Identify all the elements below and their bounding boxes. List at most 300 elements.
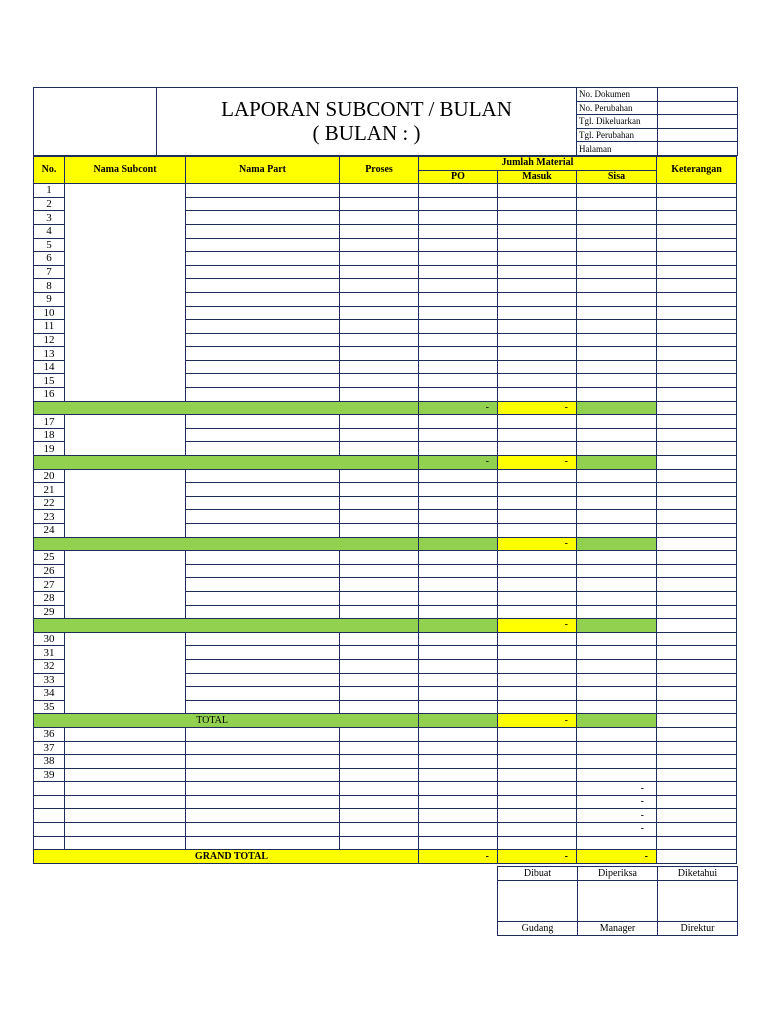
sisa-cell[interactable]	[577, 374, 657, 388]
sisa-cell[interactable]	[577, 469, 657, 483]
keterangan-cell[interactable]	[657, 605, 737, 619]
masuk-cell[interactable]	[498, 415, 577, 429]
keterangan-cell[interactable]	[657, 632, 737, 646]
masuk-cell[interactable]	[498, 768, 577, 782]
po-cell[interactable]	[419, 823, 498, 837]
meta-value[interactable]	[658, 88, 738, 101]
meta-value[interactable]	[658, 128, 738, 142]
po-cell[interactable]	[419, 320, 498, 334]
part-cell[interactable]	[186, 782, 340, 796]
row-number: 26	[34, 564, 65, 578]
proses-cell[interactable]	[340, 238, 419, 252]
sisa-cell[interactable]	[577, 360, 657, 374]
part-cell[interactable]	[186, 415, 340, 429]
masuk-cell[interactable]	[498, 551, 577, 565]
proses-cell[interactable]	[340, 184, 419, 198]
proses-cell[interactable]	[340, 755, 419, 769]
sisa-cell[interactable]	[577, 279, 657, 293]
po-cell[interactable]	[419, 211, 498, 225]
po-cell[interactable]	[419, 836, 498, 850]
part-cell[interactable]	[186, 809, 340, 823]
sisa-cell[interactable]	[577, 347, 657, 361]
po-cell[interactable]	[419, 659, 498, 673]
part-cell[interactable]	[186, 741, 340, 755]
po-cell[interactable]	[419, 197, 498, 211]
part-cell[interactable]	[186, 197, 340, 211]
proses-cell[interactable]	[340, 741, 419, 755]
proses-cell[interactable]	[340, 252, 419, 266]
po-cell[interactable]	[419, 755, 498, 769]
sisa-cell[interactable]	[577, 741, 657, 755]
sisa-cell[interactable]	[577, 510, 657, 524]
sisa-cell[interactable]	[577, 578, 657, 592]
po-cell[interactable]	[419, 632, 498, 646]
proses-cell[interactable]	[340, 197, 419, 211]
masuk-cell[interactable]	[498, 347, 577, 361]
part-cell[interactable]	[186, 306, 340, 320]
masuk-cell[interactable]	[498, 836, 577, 850]
subcont-cell[interactable]	[65, 727, 186, 741]
masuk-cell[interactable]	[498, 687, 577, 701]
keterangan-cell[interactable]	[657, 252, 737, 266]
subcont-cell[interactable]	[65, 551, 186, 619]
proses-cell[interactable]	[340, 388, 419, 402]
proses-cell[interactable]	[340, 496, 419, 510]
keterangan-cell[interactable]	[657, 333, 737, 347]
sisa-cell[interactable]: -	[577, 823, 657, 837]
subcont-cell[interactable]	[65, 415, 186, 456]
sisa-cell[interactable]	[577, 224, 657, 238]
sisa-cell[interactable]	[577, 306, 657, 320]
part-cell[interactable]	[186, 524, 340, 538]
po-cell[interactable]	[419, 360, 498, 374]
sisa-cell[interactable]	[577, 632, 657, 646]
meta-value[interactable]	[658, 142, 738, 155]
keterangan-cell[interactable]	[657, 320, 737, 334]
sign-space-1[interactable]	[498, 881, 578, 922]
masuk-cell[interactable]	[498, 605, 577, 619]
keterangan-cell[interactable]	[657, 782, 737, 796]
col-keterangan: Keterangan	[657, 156, 737, 183]
keterangan-cell[interactable]	[657, 238, 737, 252]
masuk-cell[interactable]	[498, 428, 577, 442]
part-cell[interactable]	[186, 238, 340, 252]
part-cell[interactable]	[186, 795, 340, 809]
subcont-cell[interactable]	[65, 795, 186, 809]
keterangan-cell[interactable]	[657, 442, 737, 456]
proses-cell[interactable]	[340, 809, 419, 823]
row-number	[34, 809, 65, 823]
po-cell[interactable]	[419, 469, 498, 483]
part-cell[interactable]	[186, 292, 340, 306]
meta-value[interactable]	[658, 101, 738, 115]
part-cell[interactable]	[186, 252, 340, 266]
subtotal-po	[419, 537, 498, 551]
po-cell[interactable]	[419, 347, 498, 361]
po-cell[interactable]	[419, 333, 498, 347]
part-cell[interactable]	[186, 333, 340, 347]
sign-space-2[interactable]	[578, 881, 658, 922]
po-cell[interactable]	[419, 483, 498, 497]
sisa-cell[interactable]: -	[577, 782, 657, 796]
part-cell[interactable]	[186, 646, 340, 660]
row-number: 22	[34, 496, 65, 510]
po-cell[interactable]	[419, 415, 498, 429]
po-cell[interactable]	[419, 374, 498, 388]
part-cell[interactable]	[186, 755, 340, 769]
proses-cell[interactable]	[340, 306, 419, 320]
keterangan-cell[interactable]	[657, 292, 737, 306]
keterangan-cell[interactable]	[657, 524, 737, 538]
po-cell[interactable]	[419, 700, 498, 714]
keterangan-cell[interactable]	[657, 755, 737, 769]
masuk-cell[interactable]	[498, 782, 577, 796]
part-cell[interactable]	[186, 483, 340, 497]
part-cell[interactable]	[186, 659, 340, 673]
sisa-cell[interactable]	[577, 768, 657, 782]
part-cell[interactable]	[186, 591, 340, 605]
proses-cell[interactable]	[340, 510, 419, 524]
keterangan-cell[interactable]	[657, 510, 737, 524]
po-cell[interactable]	[419, 442, 498, 456]
po-cell[interactable]	[419, 646, 498, 660]
keterangan-cell[interactable]	[657, 197, 737, 211]
masuk-cell[interactable]	[498, 496, 577, 510]
row-number: 1	[34, 184, 65, 198]
keterangan-cell[interactable]	[657, 809, 737, 823]
masuk-cell[interactable]	[498, 320, 577, 334]
masuk-cell[interactable]	[498, 578, 577, 592]
masuk-cell[interactable]	[498, 442, 577, 456]
masuk-cell[interactable]	[498, 211, 577, 225]
masuk-cell[interactable]	[498, 700, 577, 714]
po-cell[interactable]	[419, 306, 498, 320]
keterangan-cell[interactable]	[657, 211, 737, 225]
subcont-cell[interactable]	[65, 782, 186, 796]
po-cell[interactable]	[419, 687, 498, 701]
masuk-cell[interactable]	[498, 591, 577, 605]
sign-manager: Manager	[578, 922, 658, 936]
sisa-cell[interactable]	[577, 700, 657, 714]
keterangan-cell[interactable]	[657, 184, 737, 198]
masuk-cell[interactable]	[498, 646, 577, 660]
keterangan-cell[interactable]	[657, 741, 737, 755]
po-cell[interactable]	[419, 551, 498, 565]
sisa-cell[interactable]	[577, 755, 657, 769]
masuk-cell[interactable]	[498, 388, 577, 402]
meta-label: No. Dokumen	[577, 88, 658, 101]
sisa-cell[interactable]	[577, 605, 657, 619]
part-cell[interactable]	[186, 510, 340, 524]
part-cell[interactable]	[186, 388, 340, 402]
part-cell[interactable]	[186, 374, 340, 388]
keterangan-cell[interactable]	[657, 360, 737, 374]
subcont-cell[interactable]	[65, 836, 186, 850]
proses-cell[interactable]	[340, 564, 419, 578]
po-cell[interactable]	[419, 265, 498, 279]
masuk-cell[interactable]	[498, 374, 577, 388]
subcont-cell[interactable]	[65, 741, 186, 755]
keterangan-cell[interactable]	[657, 496, 737, 510]
row-number: 17	[34, 415, 65, 429]
sisa-cell[interactable]	[577, 524, 657, 538]
keterangan-cell[interactable]	[657, 768, 737, 782]
proses-cell[interactable]	[340, 360, 419, 374]
po-cell[interactable]	[419, 510, 498, 524]
part-cell[interactable]	[186, 823, 340, 837]
keterangan-cell[interactable]	[657, 700, 737, 714]
proses-cell[interactable]	[340, 415, 419, 429]
keterangan-cell[interactable]	[657, 591, 737, 605]
row-number: 4	[34, 224, 65, 238]
keterangan-cell[interactable]	[657, 374, 737, 388]
proses-cell[interactable]	[340, 632, 419, 646]
keterangan-cell[interactable]	[657, 469, 737, 483]
part-cell[interactable]	[186, 469, 340, 483]
masuk-cell[interactable]	[498, 184, 577, 198]
proses-cell[interactable]	[340, 428, 419, 442]
row-number	[34, 836, 65, 850]
sisa-cell[interactable]	[577, 211, 657, 225]
po-cell[interactable]	[419, 524, 498, 538]
meta-value[interactable]	[658, 115, 738, 129]
part-cell[interactable]	[186, 442, 340, 456]
sisa-cell[interactable]	[577, 388, 657, 402]
proses-cell[interactable]	[340, 591, 419, 605]
sisa-cell[interactable]	[577, 292, 657, 306]
masuk-cell[interactable]	[498, 292, 577, 306]
part-cell[interactable]	[186, 428, 340, 442]
sisa-cell[interactable]	[577, 320, 657, 334]
part-cell[interactable]	[186, 184, 340, 198]
masuk-cell[interactable]	[498, 659, 577, 673]
part-cell[interactable]	[186, 347, 340, 361]
masuk-cell[interactable]	[498, 333, 577, 347]
part-cell[interactable]	[186, 578, 340, 592]
sisa-cell[interactable]	[577, 483, 657, 497]
proses-cell[interactable]	[340, 551, 419, 565]
part-cell[interactable]	[186, 224, 340, 238]
part-cell[interactable]	[186, 320, 340, 334]
keterangan-cell[interactable]	[657, 415, 737, 429]
po-cell[interactable]	[419, 782, 498, 796]
keterangan-cell[interactable]	[657, 836, 737, 850]
part-cell[interactable]	[186, 836, 340, 850]
part-cell[interactable]	[186, 632, 340, 646]
sisa-cell[interactable]	[577, 673, 657, 687]
proses-cell[interactable]	[340, 279, 419, 293]
part-cell[interactable]	[186, 768, 340, 782]
part-cell[interactable]	[186, 700, 340, 714]
sisa-cell[interactable]	[577, 551, 657, 565]
po-cell[interactable]	[419, 428, 498, 442]
sisa-cell[interactable]: -	[577, 809, 657, 823]
masuk-cell[interactable]	[498, 469, 577, 483]
subcont-cell[interactable]	[65, 755, 186, 769]
sisa-cell[interactable]	[577, 591, 657, 605]
keterangan-cell[interactable]	[657, 388, 737, 402]
part-cell[interactable]	[186, 279, 340, 293]
part-cell[interactable]	[186, 211, 340, 225]
proses-cell[interactable]	[340, 795, 419, 809]
po-cell[interactable]	[419, 768, 498, 782]
keterangan-cell[interactable]	[657, 483, 737, 497]
part-cell[interactable]	[186, 605, 340, 619]
part-cell[interactable]	[186, 265, 340, 279]
proses-cell[interactable]	[340, 659, 419, 673]
proses-cell[interactable]	[340, 483, 419, 497]
sisa-cell[interactable]	[577, 442, 657, 456]
proses-cell[interactable]	[340, 374, 419, 388]
po-cell[interactable]	[419, 279, 498, 293]
masuk-cell[interactable]	[498, 265, 577, 279]
masuk-cell[interactable]	[498, 483, 577, 497]
masuk-cell[interactable]	[498, 755, 577, 769]
proses-cell[interactable]	[340, 265, 419, 279]
po-cell[interactable]	[419, 252, 498, 266]
keterangan-cell[interactable]	[657, 673, 737, 687]
keterangan-cell[interactable]	[657, 823, 737, 837]
po-cell[interactable]	[419, 184, 498, 198]
part-cell[interactable]	[186, 496, 340, 510]
sisa-cell[interactable]	[577, 646, 657, 660]
proses-cell[interactable]	[340, 347, 419, 361]
po-cell[interactable]	[419, 741, 498, 755]
sisa-cell[interactable]	[577, 265, 657, 279]
sisa-cell[interactable]	[577, 415, 657, 429]
col-nama-subcont: Nama Subcont	[65, 156, 186, 183]
keterangan-cell[interactable]	[657, 646, 737, 660]
po-cell[interactable]	[419, 795, 498, 809]
subcont-cell[interactable]	[65, 184, 186, 402]
sisa-cell[interactable]	[577, 252, 657, 266]
masuk-cell[interactable]	[498, 632, 577, 646]
po-cell[interactable]	[419, 605, 498, 619]
sisa-cell[interactable]	[577, 687, 657, 701]
masuk-cell[interactable]	[498, 238, 577, 252]
keterangan-cell[interactable]	[657, 659, 737, 673]
subcont-cell[interactable]	[65, 823, 186, 837]
masuk-cell[interactable]	[498, 727, 577, 741]
masuk-cell[interactable]	[498, 252, 577, 266]
po-cell[interactable]	[419, 673, 498, 687]
keterangan-cell[interactable]	[657, 306, 737, 320]
row-number: 7	[34, 265, 65, 279]
proses-cell[interactable]	[340, 333, 419, 347]
sisa-cell[interactable]	[577, 238, 657, 252]
po-cell[interactable]	[419, 727, 498, 741]
masuk-cell[interactable]	[498, 306, 577, 320]
sisa-cell[interactable]	[577, 727, 657, 741]
row-number: 33	[34, 673, 65, 687]
subcont-cell[interactable]	[65, 632, 186, 714]
part-cell[interactable]	[186, 687, 340, 701]
subcont-cell[interactable]	[65, 809, 186, 823]
masuk-cell[interactable]	[498, 524, 577, 538]
po-cell[interactable]	[419, 388, 498, 402]
part-cell[interactable]	[186, 551, 340, 565]
masuk-cell[interactable]	[498, 279, 577, 293]
proses-cell[interactable]	[340, 469, 419, 483]
masuk-cell[interactable]	[498, 795, 577, 809]
po-cell[interactable]	[419, 224, 498, 238]
keterangan-cell[interactable]	[657, 224, 737, 238]
proses-cell[interactable]	[340, 605, 419, 619]
proses-cell[interactable]	[340, 687, 419, 701]
masuk-cell[interactable]	[498, 360, 577, 374]
sisa-cell[interactable]	[577, 659, 657, 673]
masuk-cell[interactable]	[498, 809, 577, 823]
sisa-cell[interactable]	[577, 836, 657, 850]
proses-cell[interactable]	[340, 442, 419, 456]
proses-cell[interactable]	[340, 823, 419, 837]
sisa-cell[interactable]: -	[577, 795, 657, 809]
proses-cell[interactable]	[340, 700, 419, 714]
proses-cell[interactable]	[340, 578, 419, 592]
subcont-cell[interactable]	[65, 469, 186, 537]
sisa-cell[interactable]	[577, 496, 657, 510]
masuk-cell[interactable]	[498, 197, 577, 211]
sisa-cell[interactable]	[577, 184, 657, 198]
keterangan-cell[interactable]	[657, 564, 737, 578]
masuk-cell[interactable]	[498, 741, 577, 755]
subcont-cell[interactable]	[65, 768, 186, 782]
po-cell[interactable]	[419, 238, 498, 252]
proses-cell[interactable]	[340, 646, 419, 660]
proses-cell[interactable]	[340, 836, 419, 850]
masuk-cell[interactable]	[498, 823, 577, 837]
proses-cell[interactable]	[340, 727, 419, 741]
proses-cell[interactable]	[340, 782, 419, 796]
part-cell[interactable]	[186, 673, 340, 687]
po-cell[interactable]	[419, 496, 498, 510]
keterangan-cell[interactable]	[657, 687, 737, 701]
po-cell[interactable]	[419, 578, 498, 592]
part-cell[interactable]	[186, 360, 340, 374]
masuk-cell[interactable]	[498, 564, 577, 578]
sign-space-3[interactable]	[658, 881, 738, 922]
po-cell[interactable]	[419, 591, 498, 605]
part-cell[interactable]	[186, 564, 340, 578]
proses-cell[interactable]	[340, 673, 419, 687]
proses-cell[interactable]	[340, 292, 419, 306]
keterangan-cell[interactable]	[657, 265, 737, 279]
keterangan-cell[interactable]	[657, 551, 737, 565]
sisa-cell[interactable]	[577, 428, 657, 442]
proses-cell[interactable]	[340, 320, 419, 334]
po-cell[interactable]	[419, 292, 498, 306]
keterangan-cell[interactable]	[657, 795, 737, 809]
proses-cell[interactable]	[340, 524, 419, 538]
proses-cell[interactable]	[340, 211, 419, 225]
keterangan-cell[interactable]	[657, 347, 737, 361]
keterangan-cell[interactable]	[657, 578, 737, 592]
sisa-cell[interactable]	[577, 197, 657, 211]
keterangan-cell[interactable]	[657, 727, 737, 741]
po-cell[interactable]	[419, 809, 498, 823]
sisa-cell[interactable]	[577, 564, 657, 578]
keterangan-cell[interactable]	[657, 428, 737, 442]
part-cell[interactable]	[186, 727, 340, 741]
masuk-cell[interactable]	[498, 510, 577, 524]
proses-cell[interactable]	[340, 768, 419, 782]
masuk-cell[interactable]	[498, 673, 577, 687]
proses-cell[interactable]	[340, 224, 419, 238]
masuk-cell[interactable]	[498, 224, 577, 238]
sisa-cell[interactable]	[577, 333, 657, 347]
po-cell[interactable]	[419, 564, 498, 578]
keterangan-cell[interactable]	[657, 279, 737, 293]
